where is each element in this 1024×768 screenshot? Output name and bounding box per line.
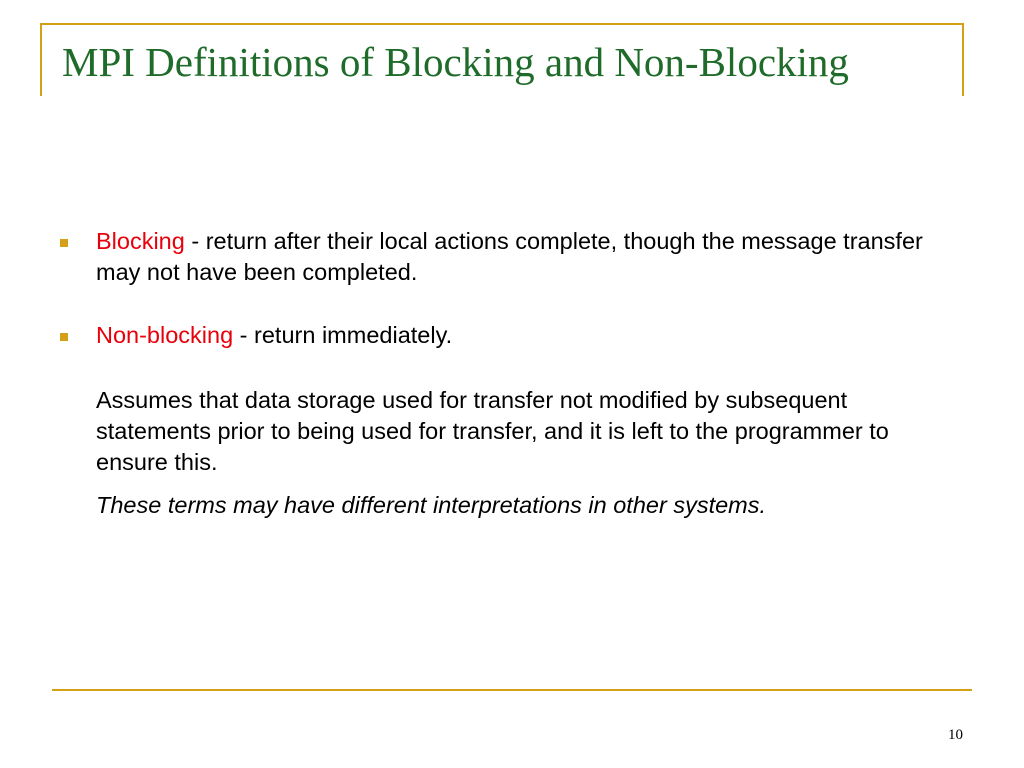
interpretation-note: These terms may have different interpretations in other systems. bbox=[96, 492, 767, 519]
slide-title: MPI Definitions of Blocking and Non-Blocking bbox=[62, 39, 849, 85]
bullet-item-blocking bbox=[60, 226, 960, 288]
slide-content bbox=[60, 226, 960, 521]
bullet-square-icon bbox=[60, 333, 68, 341]
assumption-paragraph: Assumes that data storage used for transfer not modified by subsequent statements prior to being used for transfer, and it is left to the programmer to ensure this. bbox=[96, 387, 889, 476]
bullet-square-icon bbox=[60, 239, 68, 247]
bullet-text-blocking: - return after their local actions complete, though the message transfer may not have been completed. bbox=[96, 228, 923, 286]
bullet-term-non-blocking: Non-blocking bbox=[96, 322, 234, 349]
bullet-text-non-blocking: - return immediately. bbox=[233, 322, 453, 349]
page-number: 10 bbox=[948, 727, 963, 743]
title-frame-left-border bbox=[40, 23, 42, 96]
title-frame-right-border bbox=[962, 23, 964, 96]
bullet-term-blocking: Blocking bbox=[96, 228, 185, 254]
title-frame-top-border bbox=[40, 23, 964, 25]
footer-divider bbox=[52, 689, 972, 691]
bullet-item-non-blocking bbox=[60, 320, 960, 351]
